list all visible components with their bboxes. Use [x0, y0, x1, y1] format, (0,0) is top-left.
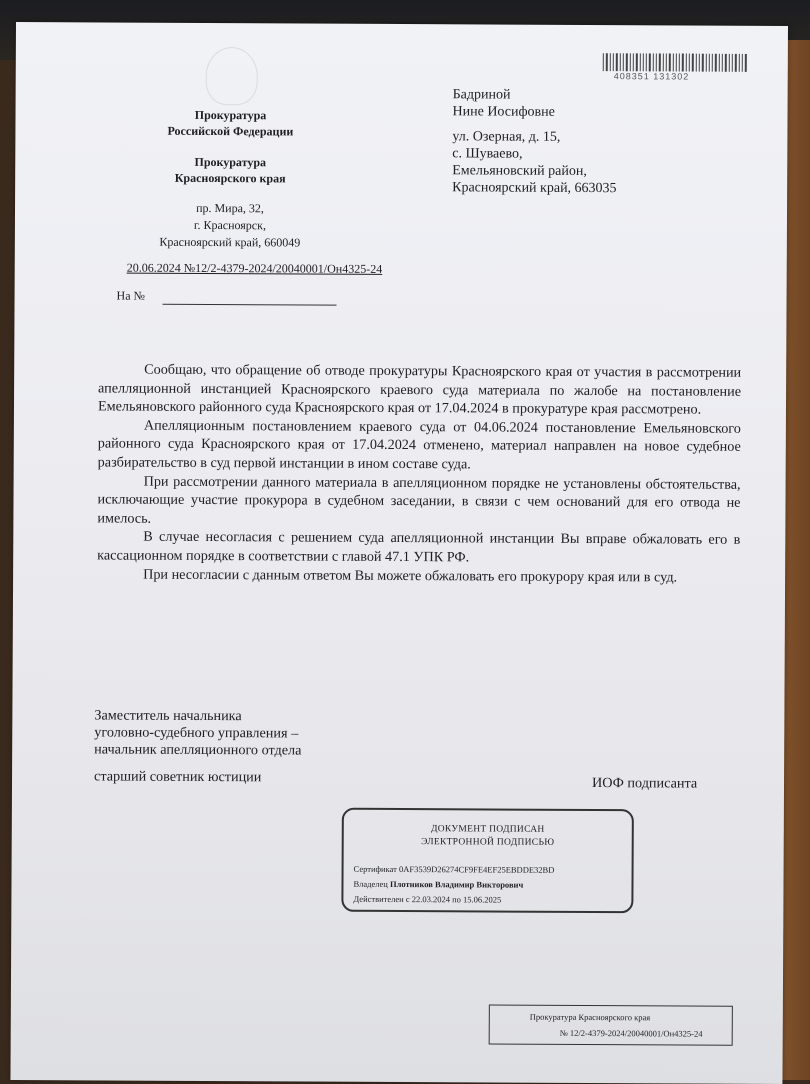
paragraph-5: При несогласии с данным ответом Вы можете обжаловать его прокурору края или в суд. [143, 566, 678, 586]
sender-org-krai-line2: Красноярского края [174, 170, 286, 186]
registration-stamp [489, 1004, 733, 1045]
recipient-line3: ул. Озерная, д. 15, [452, 129, 561, 145]
signer-position-line2: уголовно-судебного управления – [94, 724, 299, 742]
signer-name: ИОФ подписанта [591, 775, 698, 792]
sender-org-rf [135, 107, 325, 140]
sender-org-rf-line1: Прокуратура [194, 107, 267, 123]
signer-rank: старший советник юстиции [94, 768, 262, 786]
stamp-certificate: Сертификат 0AF3539D26274CF9FE4EF25EBDDE32BD [353, 863, 555, 875]
paragraph-2: Апелляционным постановлением краевого суда от 04.06.2024 постановление Емельяновского районного суда Красноярского края от 17.04.2024 отменено, материал направлен на новое судебное разбирательство в суд первой инстанции в ином составе суда. [97, 417, 741, 473]
recipient-name [452, 86, 555, 121]
recipient-line2: Нине Иосифовне [452, 104, 555, 120]
sender-address-line1: пр. Мира, 32, [196, 200, 264, 216]
e-signature-stamp [341, 808, 634, 914]
recipient-line6: Красноярский край, 663035 [452, 180, 617, 197]
sender-address-line3: Красноярский край, 660049 [159, 234, 301, 250]
registration-stamp-number: № 12/2-4379-2024/20040001/Он4325-24 [559, 1027, 703, 1039]
emblem-icon [206, 47, 258, 105]
stamp-owner-name: Плотников Владимир Викторович [389, 878, 524, 890]
letter-body [97, 360, 741, 586]
registration-stamp-org: Прокуратура Красноярского края [529, 1011, 651, 1023]
sender-org-krai-line1: Прокуратура [194, 154, 267, 170]
barcode-number: 408351 131302 [613, 71, 690, 82]
registration-number: 20.06.2024 №12/2-4379-2024/20040001/Он4325-24 [126, 260, 383, 276]
stamp-title-2: ЭЛЕКТРОННОЙ ПОДПИСЬЮ [421, 837, 555, 848]
stamp-owner-row [353, 879, 523, 890]
signer-position-line3: начальник апелляционного отдела [94, 741, 302, 759]
sender-org-rf-line2: Российской Федерации [167, 123, 294, 139]
letter-page [10, 22, 788, 1084]
stamp-owner-label: Владелец [353, 878, 388, 889]
sender-address-line2: г. Красноярск, [193, 217, 267, 233]
signer-position-line1: Заместитель начальника [94, 707, 242, 725]
stamp-validity: Действителен с 22.03.2024 по 15.06.2025 [353, 893, 502, 905]
recipient-address [452, 128, 617, 197]
sender-address [135, 200, 325, 252]
recipient-line4: с. Шуваево, [452, 146, 523, 162]
reply-to-underline [163, 304, 337, 306]
sender-org-krai [135, 154, 325, 187]
reply-to-label: На № [116, 288, 146, 303]
stamp-title-1: ДОКУМЕНТ ПОДПИСАН [430, 824, 545, 835]
paragraph-1: Сообщаю, что обращение об отводе прокуратуры Красноярского края от участия в рассмотрении апелляционной инстанцией Красноярского краевого суда материала по жалобе на постановление Емельяновского районного суда Красноярского края от 17.04.2024 в прокуратуре края рассмотрено. [97, 361, 742, 418]
paragraph-4: В случае несогласия с решением суда апелляционной инстанции Вы вправе обжаловать его в кассационном порядке в соответствии с главой 47.1 УПК РФ. [97, 529, 741, 566]
recipient-line1: Бадриной [452, 87, 511, 103]
paragraph-3: При рассмотрении данного материала в апелляционном порядке не установлены обстоятельства, исключающие участие прокурора в судебном заседании, в связи с чем оснований для его отвода не имелось. [97, 473, 741, 527]
recipient-line5: Емельяновский район, [452, 163, 587, 179]
signer-position [94, 707, 301, 759]
